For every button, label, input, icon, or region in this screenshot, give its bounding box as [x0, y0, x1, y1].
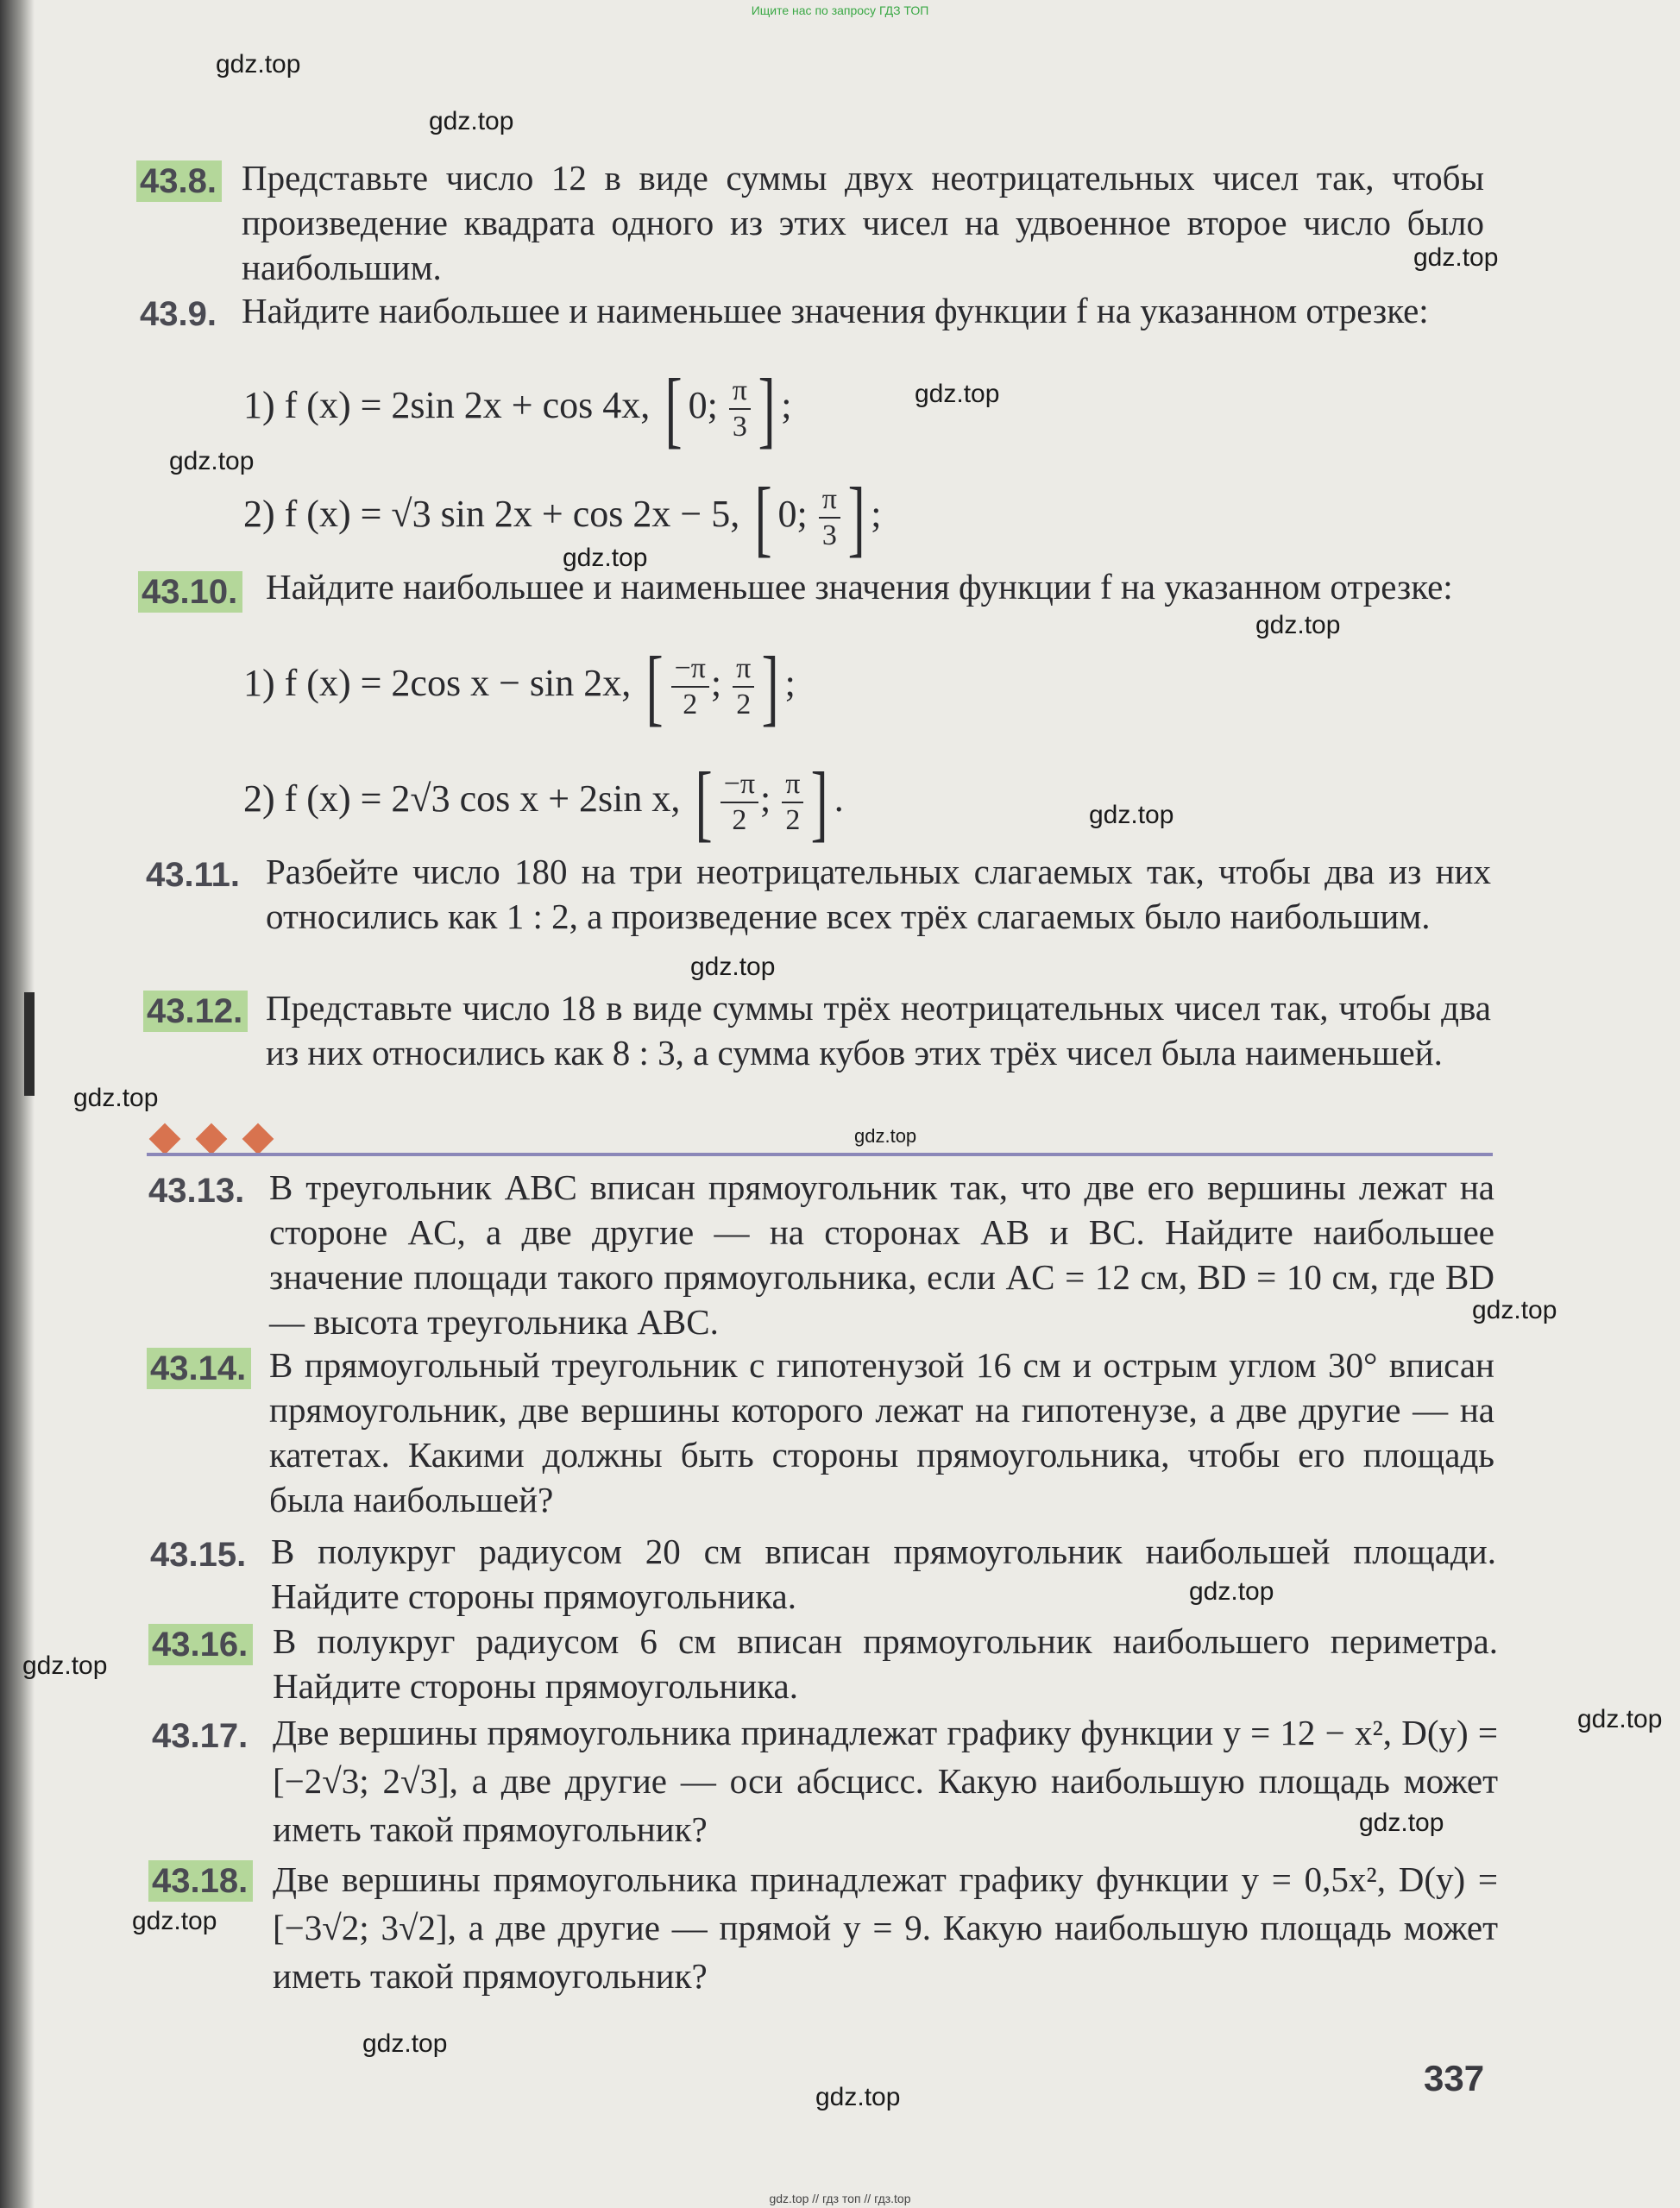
problem-43-15	[271, 1529, 1496, 1619]
watermark: gdz.top	[1413, 243, 1499, 272]
page-number: 337	[1424, 2058, 1485, 2098]
top-banner: Ищите нас по запросу ГДЗ ТОП	[751, 3, 929, 17]
diamond-icon	[242, 1123, 274, 1155]
bracket-right: ]	[758, 361, 776, 456]
bracket-left: [	[664, 361, 683, 456]
numerator: π	[819, 482, 840, 519]
problem-number: 43.15.	[150, 1536, 247, 1574]
watermark: gdz.top	[915, 380, 1000, 408]
fraction	[782, 767, 803, 838]
watermark: gdz.top	[216, 50, 301, 79]
problem-text: В треугольник ABC вписан прямоугольник так, что две его вершины лежат на стороне AC, а две другие — на сторонах AB и BC. Найдите наибольшее значение площади такого прямоугольника, если AC = 12 см, BD = 10 см, где BD — высота треугольника ABC.	[269, 1167, 1494, 1342]
section-divider	[147, 1153, 1493, 1156]
watermark: gdz.top	[1359, 1809, 1444, 1837]
watermark: gdz.top	[362, 2029, 448, 2058]
denominator: 2	[785, 804, 801, 836]
watermark: gdz.top	[1577, 1705, 1663, 1733]
watermark: gdz.top	[563, 544, 648, 572]
watermark: gdz.top	[1189, 1577, 1274, 1606]
interval-left: 0;	[777, 493, 808, 536]
problem-text: Представьте число 18 в виде суммы трёх неотрицательных чисел так, чтобы два из них относились как 8 : 3, а сумма кубов этих трёх чисел была наименьшей.	[266, 988, 1491, 1073]
problem-text: В полукруг радиусом 20 см вписан прямоугольник наибольшей площади. Найдите стороны прямоугольника.	[271, 1532, 1496, 1616]
watermark: gdz.top	[1255, 611, 1341, 639]
numerator: −π	[671, 651, 709, 688]
problem-text: Найдите наибольшее и наименьшее значения функции f на указанном отрезке:	[266, 567, 1453, 607]
page-edge-shadow	[0, 0, 35, 2208]
diamond-icon	[149, 1123, 181, 1155]
problem-43-11	[266, 849, 1491, 939]
watermark: gdz.top	[1089, 801, 1174, 829]
denominator: 2	[736, 689, 752, 720]
watermark: gdz.top	[815, 2083, 901, 2111]
problem-43-18	[273, 1855, 1498, 2000]
problem-text: Разбейте число 180 на три неотрицательных слагаемых так, чтобы два из них относились как 1 : 2, а произведение всех трёх слагаемых было наибольшим.	[266, 852, 1491, 936]
problem-43-9	[242, 288, 1484, 333]
problem-43-8	[242, 155, 1484, 290]
formula-43-10-2: 2) f (x) = 2√3 cos x + 2sin x, [ $\frac{-\pi}{2}$ ; $\frac{\pi}{2}$ ] .	[243, 754, 844, 850]
binding-mark	[24, 992, 35, 1096]
watermark: gdz.top	[132, 1907, 217, 1935]
formula-text: 1) f (x) = 2sin 2x + cos 4x,	[243, 384, 651, 427]
bracket-left: [	[695, 754, 714, 850]
problem-43-17	[273, 1708, 1498, 1853]
problem-number: 43.14.	[147, 1348, 251, 1389]
formula-text: 2) f (x) = √3 sin 2x + cos 2x − 5,	[243, 493, 740, 536]
problem-number: 43.13.	[148, 1172, 245, 1210]
watermark: gdz.top	[1472, 1296, 1557, 1324]
problem-number: 43.11.	[146, 856, 241, 894]
problem-number: 43.10.	[138, 571, 242, 613]
watermark: gdz.top	[22, 1651, 108, 1680]
problem-number: 43.8.	[136, 160, 222, 202]
formula-text: 2) f (x) = 2√3 cos x + 2sin x,	[243, 777, 681, 821]
numerator: π	[729, 374, 751, 410]
bracket-left: [	[645, 638, 664, 734]
problem-43-16	[273, 1619, 1498, 1708]
problem-text: Представьте число 12 в виде суммы двух неотрицательных чисел так, чтобы произведение квадрата одного из этих чисел на удвоенное второе число было наибольшим.	[242, 158, 1484, 287]
problem-text: В полукруг радиусом 6 см вписан прямоугольник наибольшего периметра. Найдите стороны прямоугольника.	[273, 1621, 1498, 1706]
problem-number: 43.9.	[140, 295, 217, 333]
problem-43-14	[269, 1343, 1494, 1522]
formula-43-9-1: 1) f (x) = 2sin 2x + cos 4x, [ 0; $\frac{\pi}{3}$ ] ;	[243, 361, 792, 456]
formula-text: 1) f (x) = 2cos x − sin 2x,	[243, 662, 632, 705]
formula-43-9-2: 2) f (x) = √3 sin 2x + cos 2x − 5, [ 0; $\frac{\pi}{3}$ ] ;	[243, 469, 882, 565]
problem-43-12	[266, 985, 1491, 1075]
fraction	[733, 651, 754, 722]
denominator: 2	[683, 689, 698, 720]
problem-number: 43.16.	[148, 1624, 253, 1665]
denominator: 3	[732, 411, 747, 443]
problem-text: Две вершины прямоугольника принадлежат графику функции y = 0,5x², D(y) = [−3√2; 3√2], а две другие — прямой y = 9. Какую наибольшую площадь может иметь такой прямоугольник?	[273, 1859, 1498, 1996]
denominator: 2	[732, 804, 747, 836]
bottom-banner: gdz.top // гдз топ // гдз.top	[769, 2192, 911, 2205]
numerator: π	[782, 767, 803, 803]
watermark: gdz.top	[73, 1084, 159, 1112]
problem-text: В прямоугольный треугольник с гипотенузой 16 см и острым углом 30° вписан прямоугольник, две вершины которого лежат на гипотенузе, а две другие — на катетах. Какими должны быть стороны прямоугольника, чтобы его площадь была наибольшей?	[269, 1345, 1494, 1519]
numerator: π	[733, 651, 754, 688]
watermark: gdz.top	[854, 1125, 917, 1147]
problem-43-10	[266, 564, 1482, 609]
fraction	[729, 374, 751, 444]
fraction	[819, 482, 840, 553]
watermark: gdz.top	[169, 447, 255, 475]
problem-text: Две вершины прямоугольника принадлежат графику функции y = 12 − x², D(y) = [−2√3; 2√3], а две другие — оси абсцисс. Какую наибольшую площадь может иметь такой прямоугольник?	[273, 1713, 1498, 1849]
denominator: 3	[821, 519, 837, 551]
bracket-right: ]	[761, 638, 779, 734]
fraction	[671, 651, 709, 722]
bracket-right: ]	[847, 469, 865, 565]
watermark: gdz.top	[429, 107, 514, 135]
bracket-left: [	[754, 469, 772, 565]
problem-number: 43.12.	[143, 991, 248, 1032]
interval-left: 0;	[688, 384, 718, 427]
formula-43-10-1: 1) f (x) = 2cos x − sin 2x, [ $\frac{-\pi}{2}$ ; $\frac{\pi}{2}$ ] ;	[243, 638, 796, 734]
watermark: gdz.top	[690, 953, 776, 981]
problem-number: 43.18.	[148, 1860, 253, 1902]
bracket-right: ]	[811, 754, 829, 850]
numerator: −π	[720, 767, 758, 803]
problem-text: Найдите наибольшее и наименьшее значения функции f на указанном отрезке:	[242, 291, 1429, 330]
fraction	[720, 767, 758, 838]
diamond-icon	[196, 1123, 228, 1155]
problem-number: 43.17.	[152, 1717, 249, 1755]
problem-43-13	[269, 1165, 1494, 1344]
